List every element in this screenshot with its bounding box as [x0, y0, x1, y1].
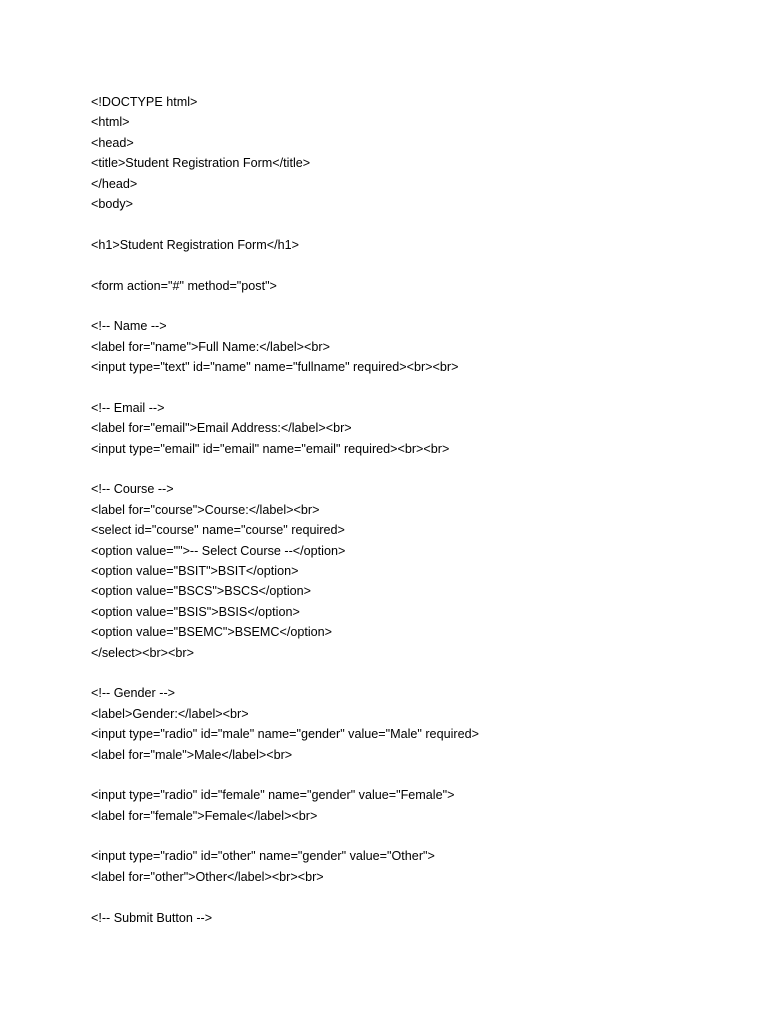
code-line: <label>Gender:</label><br>: [91, 706, 249, 721]
code-line: <label for="course">Course:</label><br>: [91, 502, 320, 517]
code-line: <label for="email">Email Address:</label><br>: [91, 421, 352, 436]
blank-line: [91, 377, 731, 397]
code-line: <label for="name">Full Name:</label><br>: [91, 339, 330, 354]
code-line: <option value="BSCS">BSCS</option>: [91, 584, 312, 599]
code-line: <select id="course" name="course" required>: [91, 523, 345, 538]
code-line: <input type="radio" id="other" name="gender" value="Other">: [91, 849, 435, 864]
code-line: </head>: [91, 176, 138, 191]
code-line: <!DOCTYPE html>: [91, 95, 198, 109]
code-line: <option value="BSIT">BSIT</option>: [91, 563, 299, 578]
code-comment-line: <!-- Email -->: [91, 400, 165, 415]
code-line: <option value="BSEMC">BSEMC</option>: [91, 625, 333, 640]
code-comment-line: <!-- Course -->: [91, 482, 174, 497]
blank-line: [91, 887, 731, 907]
code-line: <label for="female">Female</label><br>: [91, 808, 318, 823]
code-line: <title>Student Registration Form</title>: [91, 156, 311, 171]
code-line: <html>: [91, 115, 130, 130]
blank-line: [91, 296, 731, 316]
blank-line: [91, 826, 731, 846]
code-line: </select><br><br>: [91, 645, 194, 660]
code-line: <head>: [91, 135, 134, 150]
code-line: <body>: [91, 196, 134, 211]
blank-line: [91, 255, 731, 275]
blank-line: [91, 663, 731, 683]
code-line: <input type="radio" id="female" name="gender" value="Female">: [91, 788, 455, 803]
code-line: <label for="other">Other</label><br><br>: [91, 869, 324, 884]
blank-line: [91, 214, 731, 234]
code-line: <h1>Student Registration Form</h1>: [91, 237, 299, 252]
code-comment-line: <!-- Gender -->: [91, 686, 175, 701]
code-line: <input type="email" id="email" name="email" required><br><br>: [91, 441, 450, 456]
code-line: <form action="#" method="post">: [91, 278, 277, 293]
code-text-block: [91, 92, 731, 928]
blank-line: [91, 459, 731, 479]
code-line: <option value="">-- Select Course --</option>: [91, 543, 346, 558]
blank-line: [91, 765, 731, 785]
code-line: <option value="BSIS">BSIS</option>: [91, 604, 300, 619]
code-comment-line: <!-- Name -->: [91, 319, 167, 334]
code-line: <input type="radio" id="male" name="gender" value="Male" required>: [91, 727, 479, 742]
code-line: <label for="male">Male</label><br>: [91, 747, 293, 762]
code-comment-line: <!-- Submit Button -->: [91, 910, 213, 925]
code-line: <input type="text" id="name" name="fullname" required><br><br>: [91, 360, 459, 375]
